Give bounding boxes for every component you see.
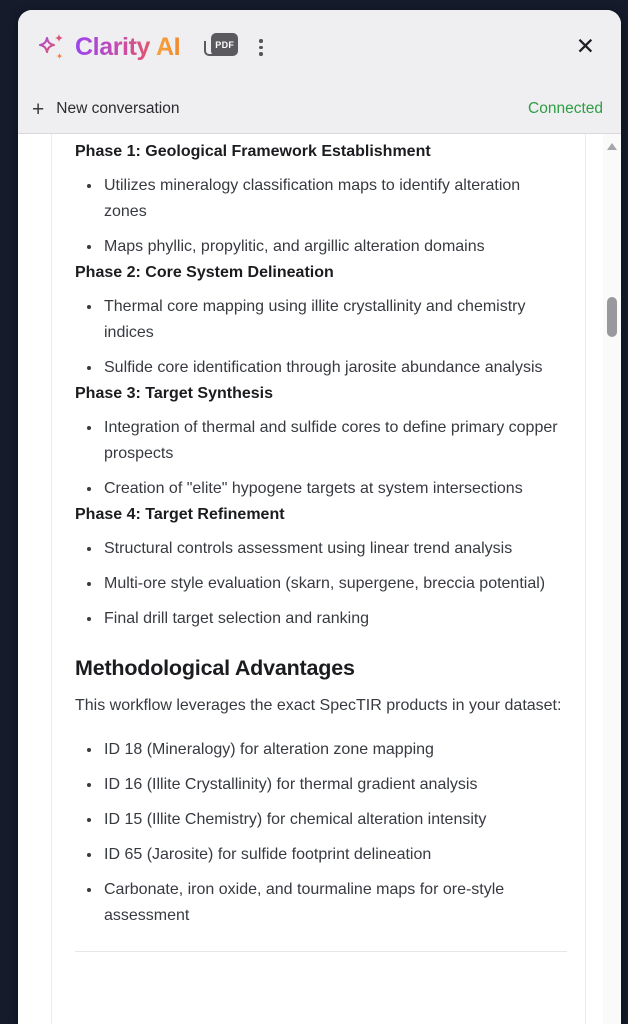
list-item: • Sulfide core identification through jarosite abundance analysis [102,355,567,381]
dot [259,52,263,56]
list-item: • Multi-ore style evaluation (skarn, supergene, breccia potential) [102,571,567,597]
list-item: • ID 18 (Mineralogy) for alteration zone mapping [102,737,567,763]
conversation-toolbar [18,85,621,134]
brand-title [75,33,180,62]
brand-ai: AI [156,33,181,61]
list-item: • Carbonate, iron oxide, and tourmaline maps for ore-style assessment [102,877,567,929]
bullet-list [75,536,567,632]
dot [259,39,263,43]
close-button[interactable]: ✕ [572,34,599,61]
bullet-list [75,415,567,502]
bullet-list [75,737,567,929]
list-item: • Final drill target selection and ranking [102,606,567,632]
pdf-badge-label: PDF [211,33,238,56]
pdf-document-icon[interactable] [204,33,238,62]
chat-content-area [18,134,621,1024]
phase-heading: Phase 3: Target Synthesis [75,385,273,402]
bullet-list [75,173,567,260]
titlebar [18,10,621,85]
assistant-message-card [51,134,586,1024]
plus-icon: + [32,97,45,121]
scrollbar-thumb[interactable] [607,297,617,337]
paragraph: This workflow leverages the exact SpecTIR products in your dataset: [75,697,562,714]
phase-heading: Phase 4: Target Refinement [75,506,285,523]
scrollbar-track[interactable] [603,134,621,1024]
clarity-ai-panel [18,10,621,1024]
kebab-menu-icon[interactable] [255,33,267,62]
new-conversation-label: New conversation [56,100,180,117]
sparkles-icon [35,31,69,65]
dot [259,46,263,50]
message-content [52,134,585,952]
list-item: • Utilizes mineralogy classification maps to identify alteration zones [102,173,567,225]
list-item: • Structural controls assessment using linear trend analysis [102,536,567,562]
bullet-list [75,294,567,381]
list-item: • Creation of "elite" hypogene targets at system intersections [102,476,567,502]
connection-status-badge: Connected [528,100,603,117]
brand-clarity: Clarity [75,33,151,61]
list-item: • Integration of thermal and sulfide cores to define primary copper prospects [102,415,567,467]
divider [75,951,567,952]
phase-heading: Phase 1: Geological Framework Establishment [75,143,431,160]
section-title: Methodological Advantages [75,656,355,680]
new-conversation-button[interactable] [32,99,179,120]
scroll-up-arrow-icon[interactable] [607,143,617,150]
list-item: • ID 16 (Illite Crystallinity) for thermal gradient analysis [102,772,567,798]
phase-heading: Phase 2: Core System Delineation [75,264,334,281]
list-item: • ID 65 (Jarosite) for sulfide footprint delineation [102,842,567,868]
list-item: • ID 15 (Illite Chemistry) for chemical alteration intensity [102,807,567,833]
list-item: • Maps phyllic, propylitic, and argillic alteration domains [102,234,567,260]
list-item: • Thermal core mapping using illite crystallinity and chemistry indices [102,294,567,346]
